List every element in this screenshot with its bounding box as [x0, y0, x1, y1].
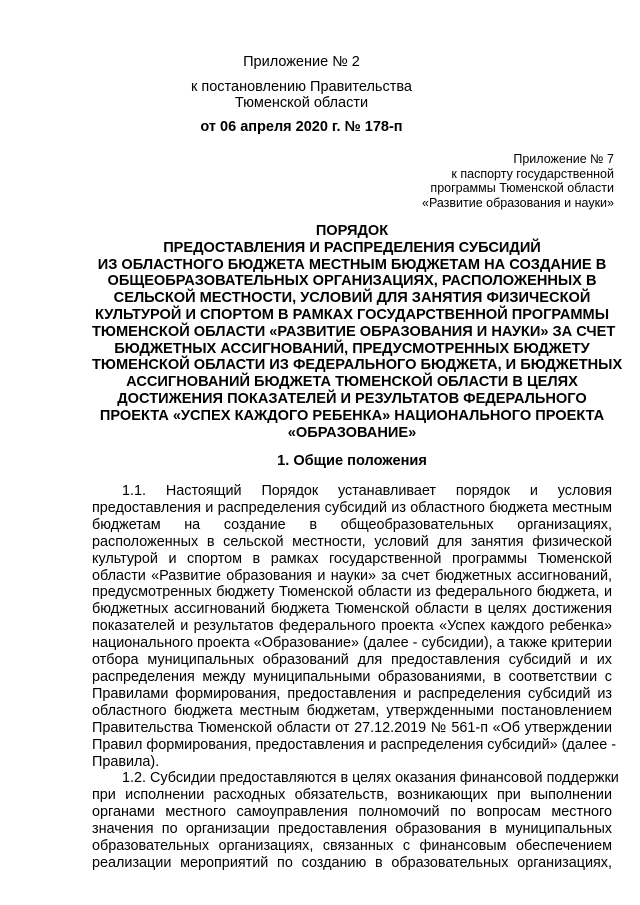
paragraph-1-2 — [92, 770, 619, 871]
paragraph-line: распределения между муниципальными образованиями, в соответствии с — [92, 668, 612, 685]
paragraph-line: реализации мероприятий по созданию в образовательных организациях, — [92, 854, 612, 871]
paragraph-line: значения по организации предоставления образования в муниципальных — [92, 820, 612, 837]
sub-appendix-line: к паспорту государственной — [451, 166, 614, 181]
paragraph-line: предоставления и распределения субсидий из областного бюджета местным — [92, 499, 612, 516]
paragraph-line: бюджетных ассигнований бюджета Тюменской области в целях достижения — [92, 601, 612, 618]
paragraph-line: расположенных в сельской местности, условий для занятия физической — [92, 533, 612, 550]
paragraph-line: Правительства Тюменской области от 27.12.2019 № 561-п «Об утверждении — [92, 719, 612, 736]
title-line: ДОСТИЖЕНИЯ ПОКАЗАТЕЛЕЙ И РЕЗУЛЬТАТОВ ФЕДЕРАЛЬНОГО — [117, 390, 587, 407]
paragraph-line: предусмотренных бюджету Тюменской области из федерального бюджета, и — [92, 584, 612, 601]
title-line: ОБЩЕОБРАЗОВАТЕЛЬНЫХ ОРГАНИЗАЦИЯХ, РАСПОЛОЖЕННЫХ В — [107, 273, 597, 290]
appendix-title: Приложение № 2 — [243, 54, 360, 70]
title-line: БЮДЖЕТНЫХ АССИГНОВАНИЙ, ПРЕДУСМОТРЕННЫХ БЮДЖЕТУ — [114, 340, 590, 357]
paragraph-line: Правил формирования, предоставления и распределения субсидий» (далее - — [92, 736, 617, 753]
paragraph-line: Правила). — [92, 753, 160, 770]
appendix-region-line: Тюменской области — [234, 95, 369, 111]
document-title — [92, 223, 623, 441]
title-line: ТЮМЕНСКОЙ ОБЛАСТИ «РАЗВИТИЕ ОБРАЗОВАНИЯ И НАУКИ» ЗА СЧЕТ — [92, 323, 616, 340]
paragraph-line: показателей и результатов федерального проекта «Успех каждого ребенка» — [92, 618, 612, 635]
paragraph-line: Правилами формирования, предоставления и распределения субсидий из — [92, 685, 612, 702]
title-line: ПРЕДОСТАВЛЕНИЯ И РАСПРЕДЕЛЕНИЯ СУБСИДИЙ — [163, 239, 541, 256]
title-line: АССИГНОВАНИЙ БЮДЖЕТА ТЮМЕНСКОЙ ОБЛАСТИ В ЦЕЛЯХ — [126, 374, 578, 391]
title-line: ПРОЕКТА «УСПЕХ КАЖДОГО РЕБЕНКА» НАЦИОНАЛЬНОГО ПРОЕКТА — [99, 407, 605, 424]
sub-appendix-line: программы Тюменской области — [430, 181, 614, 195]
section-heading: 1. Общие положения — [277, 453, 427, 469]
paragraph-line: областного бюджета местным бюджетам, утвержденными постановлением — [92, 702, 612, 719]
title-line: СЕЛЬСКОЙ МЕСТНОСТИ, УСЛОВИЙ ДЛЯ ЗАНЯТИЯ ФИЗИЧЕСКОЙ — [113, 290, 591, 307]
appendix-decree-line: к постановлению Правительства — [191, 79, 412, 95]
title-line: «ОБРАЗОВАНИЕ» — [287, 424, 417, 441]
paragraph-line: 1.1. Настоящий Порядок устанавливает порядок и условия — [122, 483, 612, 499]
sub-appendix-line: Приложение № 7 — [513, 152, 614, 166]
paragraph-line: 1.2. Субсидии предоставляются в целях оказания финансовой поддержки — [122, 770, 619, 786]
paragraph-line: органами местного самоуправления полномочий по вопросам местного — [92, 803, 612, 820]
title-line: ТЮМЕНСКОЙ ОБЛАСТИ ИЗ ФЕДЕРАЛЬНОГО БЮДЖЕТА, И БЮДЖЕТНЫХ — [92, 357, 623, 374]
paragraph-line: культурой и спортом в рамках государственной программы Тюменской — [92, 550, 612, 567]
title-line: ИЗ ОБЛАСТНОГО БЮДЖЕТА МЕСТНЫМ БЮДЖЕТАМ НА СОЗДАНИЕ В — [97, 256, 607, 273]
title-line: ПОРЯДОК — [315, 223, 389, 239]
appendix-date-number: от 06 апреля 2020 г. № 178-п — [200, 119, 403, 135]
sub-appendix-block — [422, 152, 614, 210]
paragraph-line: национального проекта «Образование» (далее - субсидии), а также критерии — [92, 635, 612, 652]
paragraph-line: при исполнении расходных обязательств, возникающих при выполнении — [92, 786, 612, 803]
paragraph-line: бюджетам на создание в общеобразовательных организациях, — [92, 516, 612, 533]
title-line: КУЛЬТУРОЙ И СПОРТОМ В РАМКАХ ГОСУДАРСТВЕННОЙ ПРОГРАММЫ — [94, 306, 610, 323]
sub-appendix-line: «Развитие образования и науки» — [422, 195, 614, 210]
paragraph-line: отбора муниципальных образований для предоставления субсидий и их — [92, 652, 612, 669]
paragraph-1-1 — [92, 483, 617, 770]
paragraph-line: образовательных организациях, связанных с финансовым обеспечением — [92, 837, 612, 854]
paragraph-line: области «Развитие образования и науки» за счет бюджетных ассигнований, — [92, 567, 612, 584]
